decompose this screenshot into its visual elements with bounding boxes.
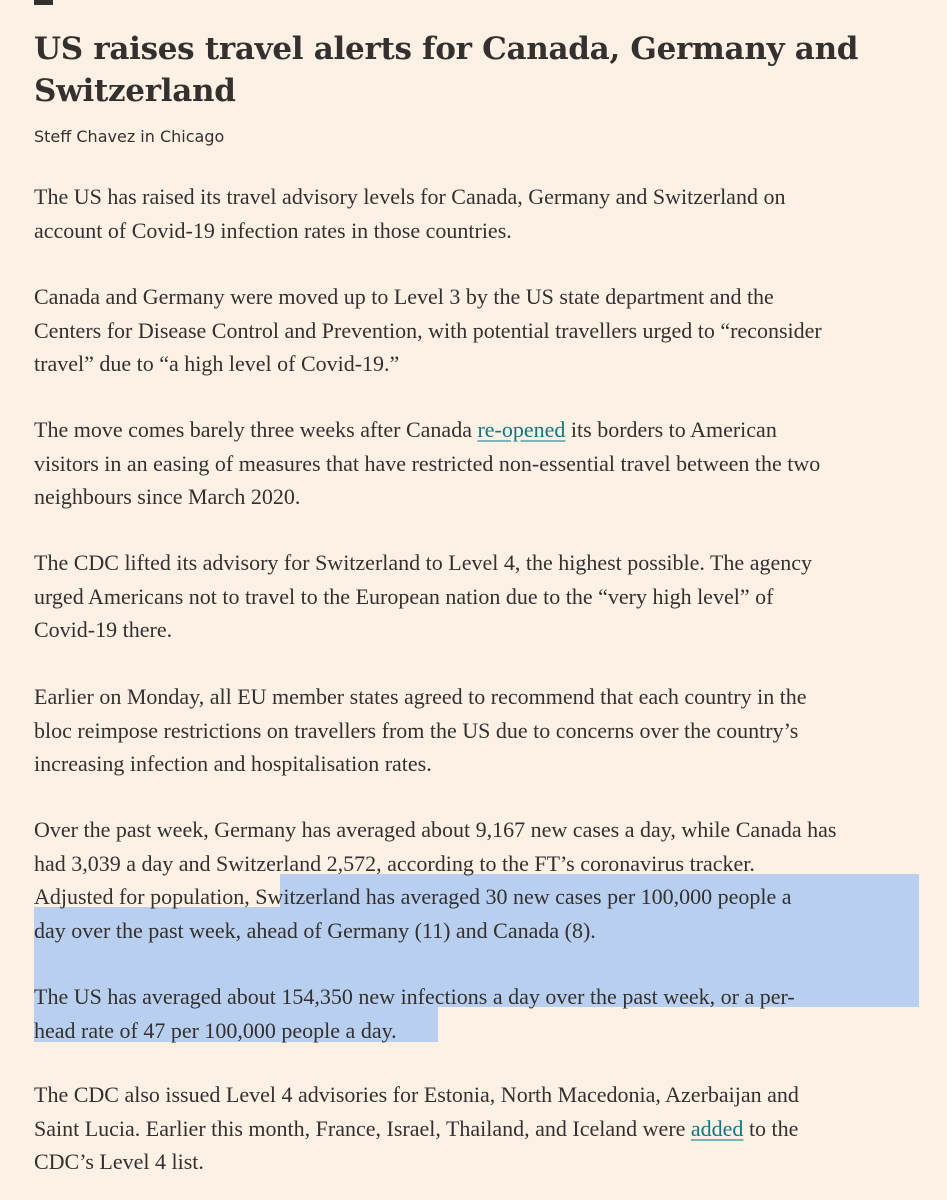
paragraph-7-plain-text: . bbox=[391, 1017, 397, 1043]
paragraph-4 bbox=[34, 546, 934, 647]
paragraph-8 bbox=[34, 1078, 934, 1179]
paragraph-4-line-3: Covid-19 there. bbox=[34, 617, 173, 642]
paragraph-7-line-1[interactable]: The US has averaged about 154,350 new infections a day over the past week, or a per- bbox=[34, 984, 795, 1009]
paragraph-4-line-2: urged Americans not to travel to the European nation due to the “very high level” of bbox=[34, 583, 774, 609]
paragraph-5-line-1: Earlier on Monday, all EU member states agreed to recommend that each country in the bbox=[34, 684, 807, 709]
paragraph-8-text-before-link: Saint Lucia. Earlier this month, France, Israel, Thailand, and Iceland were bbox=[34, 1115, 691, 1141]
paragraph-3-line-2: visitors in an easing of measures that have restricted non-essential travel between the two bbox=[34, 450, 821, 476]
paragraph-6-line-1: Over the past week, Germany has averaged about 9,167 new cases a day, while Canada has bbox=[34, 817, 837, 842]
top-rule bbox=[34, 0, 53, 5]
highlighted-text[interactable]: Switzerland has averaged 30 new cases per 100,000 people a bbox=[255, 884, 792, 909]
highlighted-text[interactable]: head rate of 47 per 100,000 people a day bbox=[34, 1017, 392, 1043]
paragraph-2-line-3: travel” due to “a high level of Covid-19.” bbox=[34, 351, 400, 376]
paragraph-6-line-2: had 3,039 a day and Switzerland 2,572, according to the FT’s coronavirus tracker. bbox=[34, 850, 755, 876]
paragraph-1-line-1: The US has raised its travel advisory levels for Canada, Germany and Switzerland on bbox=[34, 184, 786, 209]
paragraph-3-line-1 bbox=[34, 413, 934, 447]
paragraph-3-text-before-link: The move comes barely three weeks after Canada bbox=[34, 417, 478, 442]
added-link[interactable]: added bbox=[690, 1115, 744, 1141]
headline: US raises travel alerts for Canada, Germany and Switzerland bbox=[34, 31, 859, 109]
paragraph-6-line-3 bbox=[34, 880, 934, 914]
paragraph-3 bbox=[34, 413, 934, 514]
paragraph-3-line-3: neighbours since March 2020. bbox=[34, 484, 301, 509]
paragraph-8-line-1: The CDC also issued Level 4 advisories for Estonia, North Macedonia, Azerbaijan and bbox=[34, 1082, 799, 1107]
paragraph-1-line-2: account of Covid-19 infection rates in those countries. bbox=[34, 217, 512, 243]
paragraph-5-line-2: bloc reimpose restrictions on travellers from the US due to concerns over the country’s bbox=[34, 717, 799, 743]
paragraph-6-line-4[interactable]: day over the past week, ahead of Germany (11) and Canada (8). bbox=[34, 917, 596, 943]
re-opened-link[interactable]: re-opened bbox=[477, 417, 566, 442]
paragraph-8-line-2 bbox=[34, 1112, 934, 1146]
paragraph-6 bbox=[34, 813, 934, 947]
paragraph-3-text-after-link: its borders to American bbox=[565, 417, 777, 442]
paragraph-2-line-1: Canada and Germany were moved up to Level 3 by the US state department and the bbox=[34, 284, 774, 309]
paragraph-8-text-after-link: to the bbox=[743, 1115, 799, 1141]
byline: Steff Chavez in Chicago bbox=[34, 127, 225, 146]
paragraph-1 bbox=[34, 180, 934, 247]
paragraph-5-line-3: increasing infection and hospitalisation rates. bbox=[34, 751, 432, 776]
paragraph-2 bbox=[34, 280, 934, 381]
paragraph-7 bbox=[34, 980, 934, 1047]
paragraph-7-line-2 bbox=[34, 1014, 934, 1048]
paragraph-2-line-2: Centers for Disease Control and Prevention, with potential travellers urged to “reconsider bbox=[34, 317, 822, 343]
paragraph-5 bbox=[34, 680, 934, 781]
paragraph-8-line-3: CDC’s Level 4 list. bbox=[34, 1149, 204, 1174]
paragraph-4-line-1: The CDC lifted its advisory for Switzerland to Level 4, the highest possible. The agency bbox=[34, 550, 812, 575]
paragraph-6-plain-text: Adjusted for population, bbox=[34, 884, 256, 909]
